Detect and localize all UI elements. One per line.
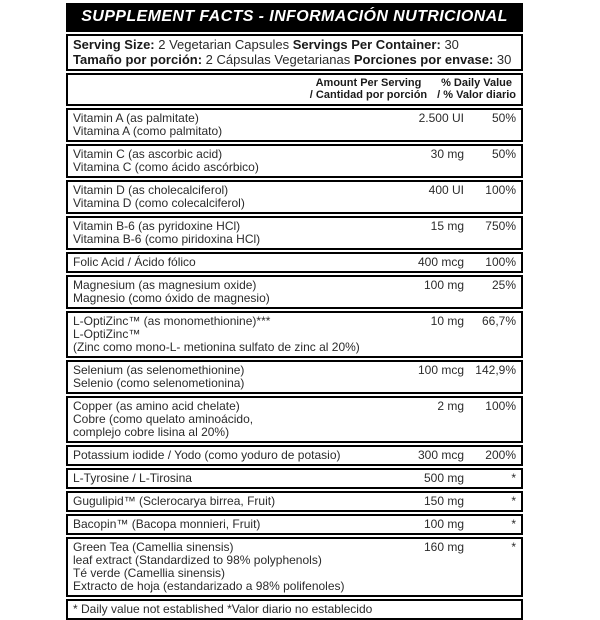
nutrient-name: Magnesium (as magnesium oxide) Magnesio (como óxido de magnesio): [73, 278, 270, 305]
servings-per-container-value-en: 30: [444, 37, 459, 52]
nutrient-row-loptizinc: [66, 311, 523, 358]
nutrient-row-vitamin-c: [66, 144, 523, 178]
daily-value-header: % Daily Value / % Valor diario: [437, 77, 516, 101]
nutrient-row-vitamin-d: [66, 180, 523, 214]
nutrient-name: L-OptiZinc™ (as monomethionine)*** L-OptiZinc™ (Zinc como mono-L- metionina sulfato de zinc al 20%): [73, 314, 360, 354]
nutrient-row-vitamin-b6: [66, 216, 523, 250]
footnote-en: * Daily value not established: [73, 602, 224, 616]
amount-per-serving: 300 mcg: [417, 448, 464, 462]
amount-per-serving: 100 mg: [423, 517, 464, 531]
daily-value: 100%: [485, 255, 516, 269]
nutrient-name: L-Tyrosine / L-Tirosina: [73, 471, 192, 485]
nutrient-row-green-tea: [66, 537, 523, 597]
daily-value: 100%: [485, 399, 516, 413]
label-title: SUPPLEMENT FACTS - INFORMACIÓN NUTRICIONAL: [66, 3, 523, 32]
nutrient-row-potassium-iodide: [66, 445, 523, 466]
serving-size-value-es: 2 Cápsulas Vegetarianas: [205, 51, 351, 67]
nutrient-row-magnesium: [66, 275, 523, 309]
serving-info-box: [66, 34, 523, 71]
servings-per-container-value-es: 30: [496, 51, 512, 67]
nutrient-name: Vitamin B-6 (as pyridoxine HCl) Vitamina B-6 (como piridoxina HCl): [73, 219, 261, 246]
supplement-facts-label: [66, 3, 523, 620]
serving-size-label-es: Tamaño por porción:: [73, 51, 203, 67]
amount-per-serving: 150 mg: [423, 494, 464, 508]
daily-value: 750%: [485, 219, 516, 233]
serving-line-en: [73, 38, 516, 53]
daily-value: 50%: [491, 147, 516, 161]
servings-per-container-label-es: Porciones por envase:: [353, 51, 494, 67]
daily-value: 50%: [491, 111, 516, 125]
daily-value: 100%: [485, 183, 516, 197]
daily-value: 200%: [485, 448, 516, 462]
nutrient-name: Potassium iodide / Yodo (como yoduro de potasio): [73, 448, 341, 462]
servings-per-container-label-en: Servings Per Container:: [292, 37, 441, 52]
nutrient-row-gugulipid: [66, 491, 523, 512]
column-headers: [66, 73, 523, 106]
nutrient-name: Bacopin™ (Bacopa monnieri, Fruit): [73, 517, 261, 531]
nutrient-name: Gugulipid™ (Sclerocarya birrea, Fruit): [73, 494, 276, 508]
daily-value: *: [511, 517, 516, 531]
amount-per-serving: 2 mg: [437, 399, 464, 413]
amount-per-serving: 15 mg: [430, 219, 464, 233]
nutrient-name: Vitamin C (as ascorbic acid) Vitamina C (como ácido ascórbico): [73, 147, 259, 174]
amount-per-serving: 100 mcg: [417, 363, 464, 377]
amount-per-serving: 30 mg: [430, 147, 464, 161]
footnote-es: *Valor diario no establecido: [227, 602, 373, 616]
amount-per-serving-header: Amount Per Serving / Cantidad por porción: [309, 77, 428, 101]
amount-per-serving: 100 mg: [423, 278, 464, 292]
nutrient-row-copper: [66, 396, 523, 443]
serving-line-es: [73, 53, 516, 68]
serving-size-value-en: 2 Vegetarian Capsules: [158, 37, 290, 52]
daily-value: 25%: [491, 278, 516, 292]
daily-value-footnote: [66, 599, 523, 620]
daily-value: 142,9%: [475, 363, 516, 377]
serving-size-label-en: Serving Size:: [73, 37, 155, 52]
nutrient-name: Selenium (as selenomethionine) Selenio (como selenometionina): [73, 363, 245, 390]
amount-per-serving: 160 mg: [423, 540, 464, 554]
nutrient-name: Folic Acid / Ácido fólico: [73, 255, 196, 269]
daily-value: *: [511, 471, 516, 485]
amount-per-serving: 10 mg: [430, 314, 464, 328]
amount-per-serving: 400 mcg: [417, 255, 464, 269]
nutrient-row-selenium: [66, 360, 523, 394]
nutrient-row-vitamin-a: [66, 108, 523, 142]
nutrient-row-ltyrosine: [66, 468, 523, 489]
nutrient-row-bacopin: [66, 514, 523, 535]
nutrient-name: Vitamin D (as cholecalciferol) Vitamina D (como colecalciferol): [73, 183, 245, 210]
nutrient-name: Copper (as amino acid chelate) Cobre (como quelato aminoácido, complejo cobre lisina al 20%): [73, 399, 254, 439]
daily-value: *: [511, 540, 516, 554]
nutrient-name: Green Tea (Camellia sinensis) leaf extract (Standardized to 98% polyphenols) Té verde (Camellia sinensis) Extracto de hoja (estandarizado a 98% polifenoles): [73, 540, 345, 593]
amount-per-serving: 400 UI: [428, 183, 464, 197]
nutrient-row-folic-acid: [66, 252, 523, 273]
daily-value: *: [511, 494, 516, 508]
amount-per-serving: 500 mg: [423, 471, 464, 485]
daily-value: 66,7%: [481, 314, 516, 328]
amount-per-serving: 2.500 UI: [418, 111, 464, 125]
nutrient-name: Vitamin A (as palmitate) Vitamina A (como palmitato): [73, 111, 223, 138]
